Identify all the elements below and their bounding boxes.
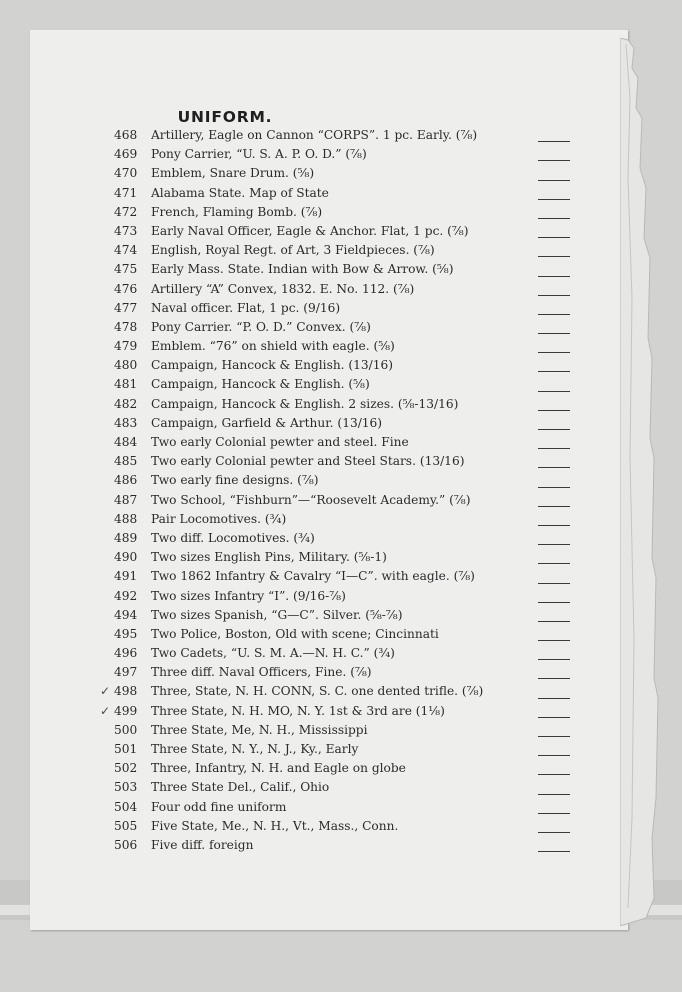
list-item — [104, 491, 584, 510]
item-description: Early Mass. State. Indian with Bow & Arrow. (⅝) — [151, 262, 454, 277]
checkmark-icon: ✓ — [100, 703, 111, 718]
list-item — [104, 433, 584, 452]
item-number: 478 — [114, 319, 138, 334]
list-item — [104, 126, 584, 145]
list-item — [104, 721, 584, 740]
bid-blank-line — [538, 467, 570, 468]
item-number: 495 — [114, 626, 138, 641]
item-description: Three State Del., Calif., Ohio — [151, 780, 330, 795]
list-item — [104, 740, 584, 759]
item-description: Two diff. Locomotives. (¾) — [151, 530, 315, 545]
bid-blank-line — [538, 506, 570, 507]
item-number: 492 — [114, 588, 138, 603]
list-item — [104, 241, 584, 260]
list-item — [104, 203, 584, 222]
item-description: Two early Colonial pewter and steel. Fine — [151, 435, 409, 449]
list-item — [104, 529, 584, 548]
list-item — [104, 759, 584, 778]
item-number: 482 — [114, 396, 138, 411]
bid-blank-line — [538, 256, 570, 257]
bid-blank-line — [538, 736, 570, 737]
list-item — [104, 817, 584, 836]
item-number: 481 — [114, 377, 138, 392]
item-description: Pair Locomotives. (¾) — [151, 511, 287, 526]
item-number: 487 — [114, 492, 138, 507]
list-item — [104, 625, 584, 644]
item-description: Alabama State. Map of State — [151, 185, 329, 200]
item-number: 479 — [114, 339, 138, 354]
list-item — [104, 548, 584, 567]
list-item — [104, 778, 584, 797]
list-item — [104, 337, 584, 356]
item-number: 476 — [114, 281, 138, 296]
bid-blank-line — [538, 678, 570, 679]
item-number: 505 — [114, 818, 138, 833]
list-item — [104, 567, 584, 586]
bid-blank-line — [538, 698, 570, 699]
item-description: Two sizes English Pins, Military. (⅝-1) — [151, 550, 387, 565]
bid-blank-line — [538, 583, 570, 584]
list-item — [104, 663, 584, 682]
item-number: 475 — [114, 262, 138, 277]
item-description: Two early fine designs. (⅞) — [151, 473, 319, 488]
list-item — [104, 145, 584, 164]
item-description: Two sizes Spanish, “G—C”. Silver. (⅝-⅞) — [151, 607, 403, 622]
item-number: 503 — [114, 780, 138, 795]
item-number: 502 — [114, 761, 138, 776]
bid-blank-line — [538, 237, 570, 238]
item-number: 480 — [114, 358, 138, 373]
item-number: 470 — [114, 166, 138, 181]
item-number: 485 — [114, 454, 138, 469]
item-description: Three, State, N. H. CONN, S. C. one dented trifle. (⅞) — [151, 684, 484, 699]
item-description: Pony Carrier. “P. O. D.” Convex. (⅞) — [151, 319, 371, 334]
bid-blank-line — [538, 141, 570, 142]
item-number: 473 — [114, 223, 138, 238]
item-description: Early Naval Officer, Eagle & Anchor. Flat, 1 pc. (⅞) — [151, 223, 469, 238]
item-number: 496 — [114, 646, 138, 661]
page-title: UNIFORM. — [177, 108, 273, 126]
item-description: Emblem, Snare Drum. (⅝) — [151, 166, 315, 181]
bid-blank-line — [538, 276, 570, 277]
item-description: Two sizes Infantry “I”. (9/16-⅞) — [151, 588, 346, 603]
list-item — [104, 164, 584, 183]
bid-blank-line — [538, 813, 570, 814]
item-description: Three, Infantry, N. H. and Eagle on globe — [151, 761, 406, 776]
list-item — [104, 510, 584, 529]
item-number: 498 — [114, 684, 138, 699]
item-number: 506 — [114, 837, 138, 852]
item-number: 491 — [114, 569, 138, 584]
item-number: 472 — [114, 204, 138, 219]
item-number: 474 — [114, 243, 138, 258]
list-item — [104, 222, 584, 241]
bid-blank-line — [538, 295, 570, 296]
bid-blank-line — [538, 448, 570, 449]
item-description: Campaign, Hancock & English. 2 sizes. (⅝-13/16) — [151, 396, 459, 411]
item-number: 471 — [114, 185, 138, 200]
list-item — [104, 452, 584, 471]
item-number: 486 — [114, 473, 138, 488]
item-number: 504 — [114, 799, 138, 814]
item-description: Three State, Me, N. H., Mississippi — [151, 722, 368, 737]
bid-blank-line — [538, 410, 570, 411]
bid-blank-line — [538, 832, 570, 833]
item-description: Three State, N. Y., N. J., Ky., Early — [151, 742, 359, 756]
bid-blank-line — [538, 851, 570, 852]
list-item — [104, 395, 584, 414]
item-number: 500 — [114, 722, 138, 737]
bid-blank-line — [538, 160, 570, 161]
bid-blank-line — [538, 314, 570, 315]
item-description: Naval officer. Flat, 1 pc. (9/16) — [151, 300, 341, 315]
list-item — [104, 299, 584, 318]
bid-blank-line — [538, 794, 570, 795]
bid-blank-line — [538, 659, 570, 660]
item-description: Two early Colonial pewter and Steel Stars. (13/16) — [151, 454, 465, 469]
uniform-items-list — [100, 126, 584, 855]
item-description: French, Flaming Bomb. (⅞) — [151, 204, 323, 219]
item-number: 497 — [114, 665, 138, 680]
list-item — [100, 702, 584, 721]
item-number: 489 — [114, 530, 138, 545]
list-item — [104, 836, 584, 855]
bid-blank-line — [538, 544, 570, 545]
bid-blank-line — [538, 755, 570, 756]
item-number: 494 — [114, 607, 138, 622]
item-description: Two School, “Fishburn”—“Roosevelt Academy.” (⅞) — [151, 492, 471, 507]
item-number: 484 — [114, 435, 138, 449]
list-item — [100, 682, 584, 701]
bid-blank-line — [538, 602, 570, 603]
item-number: 483 — [114, 415, 138, 430]
item-description: Campaign, Hancock & English. (13/16) — [151, 358, 394, 373]
item-description: Five diff. foreign — [151, 837, 254, 852]
item-number: 477 — [114, 300, 138, 315]
item-number: 468 — [114, 128, 138, 142]
bid-blank-line — [538, 218, 570, 219]
item-description: Campaign, Garfield & Arthur. (13/16) — [151, 415, 383, 430]
item-description: Artillery, Eagle on Cannon “CORPS”. 1 pc. Early. (⅞) — [151, 128, 478, 142]
item-description: Three diff. Naval Officers, Fine. (⅞) — [151, 665, 372, 680]
bid-blank-line — [538, 563, 570, 564]
checkmark-icon: ✓ — [100, 684, 111, 699]
list-item — [104, 414, 584, 433]
item-number: 499 — [114, 703, 138, 718]
bid-blank-line — [538, 774, 570, 775]
list-item — [104, 280, 584, 299]
item-description: Artillery “A” Convex, 1832. E. No. 112. (⅞) — [151, 281, 415, 296]
item-description: Campaign, Hancock & English. (⅝) — [151, 377, 370, 392]
bid-blank-line — [538, 199, 570, 200]
list-item — [104, 184, 584, 203]
bid-blank-line — [538, 333, 570, 334]
bid-blank-line — [538, 352, 570, 353]
bid-blank-line — [538, 487, 570, 488]
list-item — [104, 356, 584, 375]
item-description: Two Cadets, “U. S. M. A.—N. H. C.” (¾) — [151, 646, 395, 661]
item-description: Emblem. “76” on shield with eagle. (⅝) — [151, 339, 395, 354]
list-item — [104, 375, 584, 394]
item-description: Five State, Me., N. H., Vt., Mass., Conn. — [151, 818, 399, 833]
item-description: Two 1862 Infantry & Cavalry “I—C”. with eagle. (⅞) — [151, 569, 475, 584]
torn-page-edge — [620, 38, 662, 926]
bid-blank-line — [538, 371, 570, 372]
item-number: 469 — [114, 147, 138, 162]
item-number: 501 — [114, 742, 138, 756]
bid-blank-line — [538, 640, 570, 641]
bid-blank-line — [538, 717, 570, 718]
item-number: 488 — [114, 511, 138, 526]
bid-blank-line — [538, 621, 570, 622]
list-item — [104, 260, 584, 279]
list-item — [104, 471, 584, 490]
item-description: Two Police, Boston, Old with scene; Cincinnati — [151, 626, 439, 641]
item-description: English, Royal Regt. of Art, 3 Fieldpieces. (⅞) — [151, 243, 435, 258]
list-item — [104, 587, 584, 606]
item-description: Pony Carrier, “U. S. A. P. O. D.” (⅞) — [151, 147, 367, 162]
list-item — [104, 644, 584, 663]
bid-blank-line — [538, 525, 570, 526]
bid-blank-line — [538, 391, 570, 392]
item-description: Three State, N. H. MO, N. Y. 1st & 3rd are (1⅛) — [151, 703, 445, 718]
list-item — [104, 798, 584, 817]
item-number: 490 — [114, 550, 138, 565]
list-item — [104, 606, 584, 625]
item-description: Four odd fine uniform — [151, 799, 287, 814]
list-item — [104, 318, 584, 337]
bid-blank-line — [538, 180, 570, 181]
bid-blank-line — [538, 429, 570, 430]
